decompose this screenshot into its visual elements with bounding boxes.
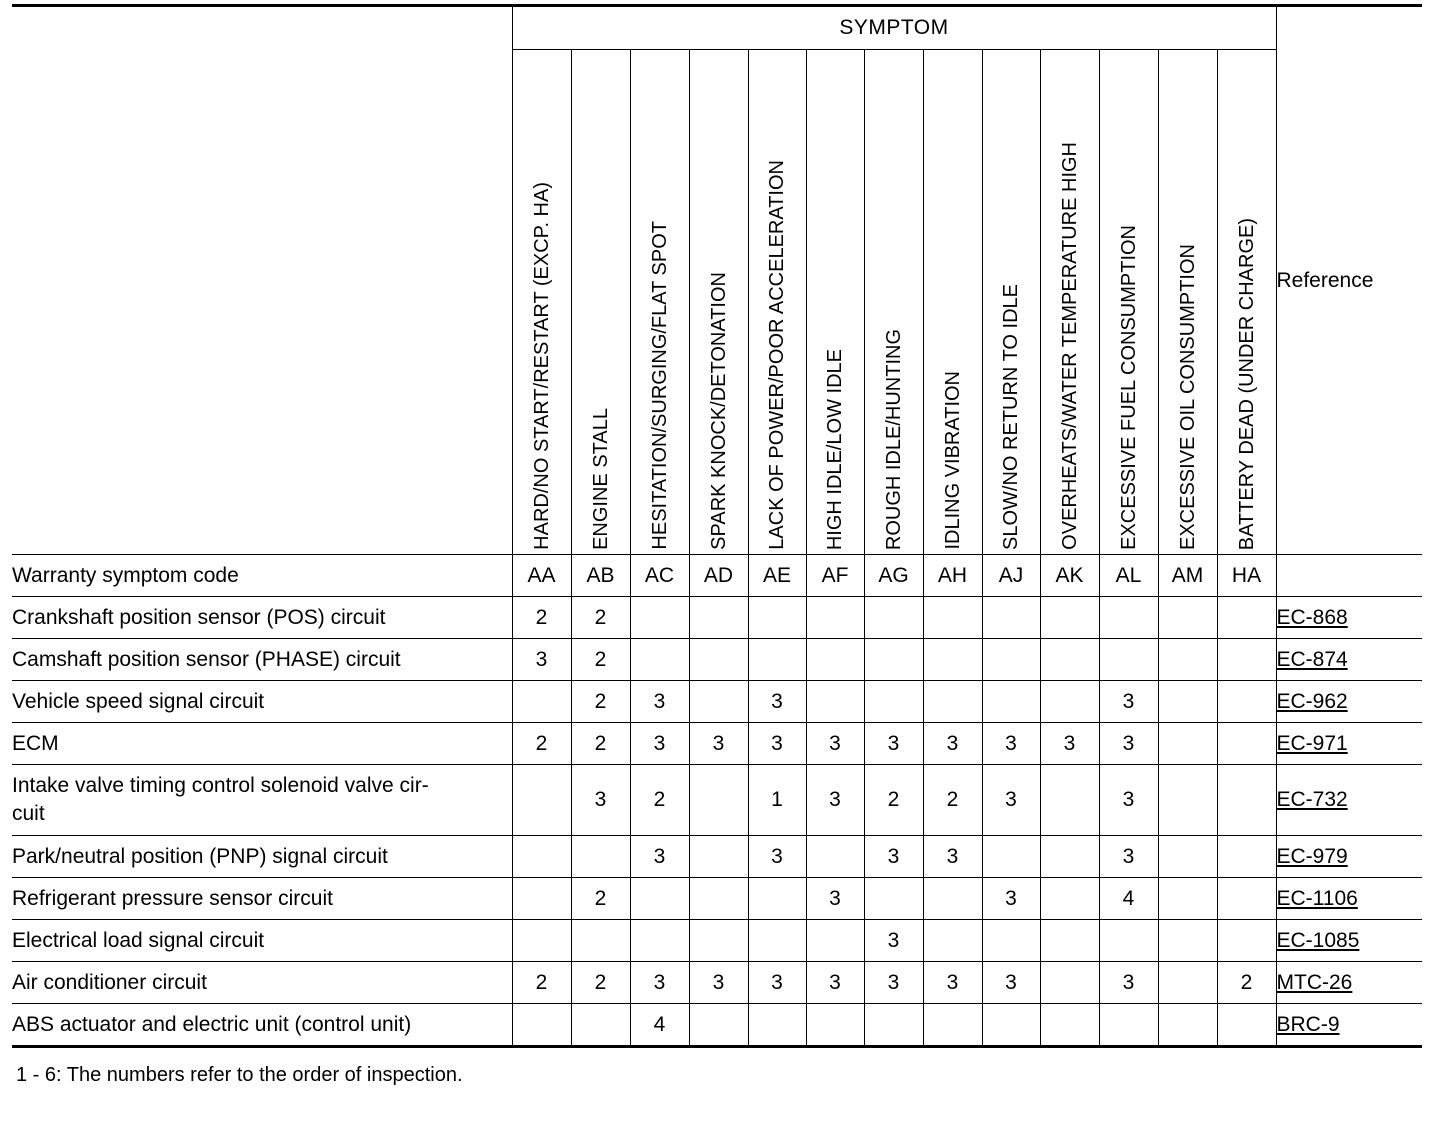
symptom-header (571, 50, 630, 555)
inspection-order-cell (1040, 836, 1099, 878)
inspection-order-cell (864, 681, 923, 723)
inspection-order-cell: 2 (571, 878, 630, 920)
inspection-order-cell (923, 639, 982, 681)
inspection-order-cell (689, 639, 748, 681)
inspection-order-cell (689, 878, 748, 920)
inspection-order-cell: 3 (630, 681, 689, 723)
reference-link[interactable]: EC-868 (1276, 605, 1348, 629)
warranty-code: AF (806, 555, 864, 597)
inspection-order-cell (512, 681, 571, 723)
inspection-order-cell (806, 639, 864, 681)
inspection-order-cell (1040, 878, 1099, 920)
reference-link[interactable]: EC-1085 (1276, 928, 1360, 952)
table-row (12, 962, 1422, 1004)
inspection-order-cell (1158, 639, 1217, 681)
warranty-code: AC (630, 555, 689, 597)
inspection-order-cell (748, 878, 806, 920)
inspection-order-cell: 3 (1099, 962, 1158, 1004)
symptom-header-label: ENGINE STALL (589, 408, 612, 550)
inspection-order-cell (923, 878, 982, 920)
inspection-order-cell (689, 681, 748, 723)
inspection-order-cell (1217, 920, 1276, 962)
inspection-order-cell (923, 920, 982, 962)
inspection-order-cell: 3 (806, 962, 864, 1004)
symptom-header (1158, 50, 1217, 555)
warranty-code: HA (1217, 555, 1276, 597)
table-row (12, 878, 1422, 920)
inspection-order-cell: 3 (689, 962, 748, 1004)
row-label: Intake valve timing control solenoid valve cir- cuit (12, 765, 512, 836)
table-row (12, 920, 1422, 962)
inspection-order-cell (1217, 639, 1276, 681)
table-row (12, 723, 1422, 765)
reference-header: Reference (1276, 6, 1422, 555)
inspection-order-cell: 1 (748, 765, 806, 836)
inspection-order-cell: 3 (864, 836, 923, 878)
row-label: Electrical load signal circuit (12, 920, 512, 962)
table-row (12, 639, 1422, 681)
inspection-order-cell (982, 836, 1040, 878)
reference-link[interactable]: BRC-9 (1276, 1012, 1340, 1036)
inspection-order-cell (806, 836, 864, 878)
inspection-order-cell (806, 597, 864, 639)
inspection-order-cell (1040, 1004, 1099, 1047)
inspection-order-cell (1217, 723, 1276, 765)
inspection-order-cell (512, 878, 571, 920)
inspection-order-cell (923, 1004, 982, 1047)
inspection-order-cell (571, 1004, 630, 1047)
inspection-order-cell: 3 (982, 878, 1040, 920)
inspection-order-cell: 3 (864, 962, 923, 1004)
inspection-order-cell (512, 1004, 571, 1047)
row-label: Park/neutral position (PNP) signal circuit (12, 836, 512, 878)
inspection-order-cell (864, 639, 923, 681)
inspection-order-cell: 2 (571, 962, 630, 1004)
inspection-order-cell: 3 (864, 920, 923, 962)
reference-link[interactable]: EC-874 (1276, 647, 1348, 671)
warranty-code-row (12, 555, 1422, 597)
reference-cell (1276, 639, 1422, 681)
inspection-order-cell (1158, 878, 1217, 920)
inspection-order-cell: 3 (923, 962, 982, 1004)
reference-cell (1276, 962, 1422, 1004)
inspection-order-cell: 3 (864, 723, 923, 765)
table-row (12, 1004, 1422, 1047)
warranty-code: AD (689, 555, 748, 597)
inspection-order-cell (864, 878, 923, 920)
inspection-order-cell (1158, 920, 1217, 962)
inspection-order-cell (806, 1004, 864, 1047)
inspection-order-cell: 3 (689, 723, 748, 765)
inspection-order-cell: 3 (806, 723, 864, 765)
symptom-header-label: HARD/NO START/RESTART (EXCP. HA) (530, 182, 553, 550)
inspection-order-cell (512, 765, 571, 836)
inspection-order-cell (982, 1004, 1040, 1047)
symptom-header (630, 50, 689, 555)
inspection-order-cell (571, 920, 630, 962)
inspection-order-cell: 3 (982, 723, 1040, 765)
inspection-order-cell (1099, 639, 1158, 681)
inspection-order-cell: 2 (630, 765, 689, 836)
inspection-order-cell (1158, 723, 1217, 765)
inspection-order-cell (982, 920, 1040, 962)
symptom-header-label: ROUGH IDLE/HUNTING (882, 328, 905, 550)
warranty-code: AK (1040, 555, 1099, 597)
inspection-order-cell (689, 765, 748, 836)
inspection-order-cell (1099, 597, 1158, 639)
symptom-header-label: SPARK KNOCK/DETONATION (707, 272, 730, 550)
warranty-code: AE (748, 555, 806, 597)
inspection-order-cell (982, 639, 1040, 681)
inspection-order-cell (630, 878, 689, 920)
symptom-header (1217, 50, 1276, 555)
inspection-order-cell: 4 (630, 1004, 689, 1047)
symptom-header-label: HIGH IDLE/LOW IDLE (824, 348, 846, 550)
symptom-matrix-table (12, 4, 1422, 1048)
inspection-order-cell: 3 (1099, 681, 1158, 723)
warranty-code: AJ (982, 555, 1040, 597)
inspection-order-cell: 3 (1099, 723, 1158, 765)
symptom-header-label: SLOW/NO RETURN TO IDLE (1000, 284, 1022, 550)
inspection-order-cell: 3 (982, 765, 1040, 836)
inspection-order-cell (1217, 878, 1276, 920)
inspection-order-cell (1217, 836, 1276, 878)
reference-cell (1276, 597, 1422, 639)
reference-link[interactable]: EC-732 (1276, 788, 1348, 811)
inspection-order-cell (571, 836, 630, 878)
inspection-order-cell: 3 (571, 765, 630, 836)
inspection-order-cell: 2 (512, 597, 571, 639)
inspection-order-cell (1217, 1004, 1276, 1047)
footnote: 1 - 6: The numbers refer to the order of inspection. (16, 1064, 463, 1086)
inspection-order-cell (1158, 765, 1217, 836)
inspection-order-cell (982, 597, 1040, 639)
reference-cell (1276, 1004, 1422, 1047)
inspection-order-cell (689, 920, 748, 962)
inspection-order-cell (689, 1004, 748, 1047)
reference-cell (1276, 836, 1422, 878)
inspection-order-cell: 3 (748, 681, 806, 723)
symptom-header-label: EXCESSIVE OIL CONSUMPTION (1176, 244, 1199, 550)
reference-cell (1276, 765, 1422, 836)
table-row (12, 597, 1422, 639)
symptom-header (512, 50, 571, 555)
inspection-order-cell: 3 (806, 765, 864, 836)
inspection-order-cell: 3 (923, 836, 982, 878)
symptom-title: SYMPTOM (512, 6, 1276, 50)
reference-link[interactable]: EC-979 (1276, 844, 1348, 868)
inspection-order-cell (864, 1004, 923, 1047)
table-row (12, 765, 1422, 836)
table-row (12, 681, 1422, 723)
warranty-ref-blank (1276, 555, 1422, 597)
inspection-order-cell (630, 597, 689, 639)
inspection-order-cell: 2 (571, 681, 630, 723)
inspection-order-cell (1158, 836, 1217, 878)
reference-link[interactable]: MTC-26 (1276, 970, 1353, 994)
inspection-order-cell (1099, 920, 1158, 962)
symptom-header (1040, 50, 1099, 555)
inspection-order-cell (1217, 681, 1276, 723)
symptom-header-label: IDLING VIBRATION (941, 371, 964, 550)
symptom-header (864, 50, 923, 555)
inspection-order-cell (512, 920, 571, 962)
inspection-order-cell: 2 (512, 962, 571, 1004)
reference-cell (1276, 878, 1422, 920)
inspection-order-cell (1158, 1004, 1217, 1047)
symptom-header-label: EXCESSIVE FUEL CONSUMPTION (1117, 225, 1140, 550)
inspection-order-cell (1040, 765, 1099, 836)
symptom-header (923, 50, 982, 555)
corner-blank (12, 6, 512, 555)
inspection-order-cell (1217, 765, 1276, 836)
inspection-order-cell (512, 836, 571, 878)
inspection-order-cell: 3 (748, 962, 806, 1004)
inspection-order-cell (1040, 639, 1099, 681)
table-row (12, 836, 1422, 878)
inspection-order-cell: 3 (630, 723, 689, 765)
inspection-order-cell: 3 (1099, 836, 1158, 878)
reference-link[interactable]: EC-1106 (1276, 886, 1358, 910)
inspection-order-cell (748, 1004, 806, 1047)
symptom-header-label: OVERHEATS/WATER TEMPERATURE HIGH (1058, 142, 1081, 550)
inspection-order-cell (630, 920, 689, 962)
inspection-order-cell: 2 (512, 723, 571, 765)
warranty-label: Warranty symptom code (12, 555, 512, 597)
inspection-order-cell: 3 (748, 723, 806, 765)
warranty-code: AA (512, 555, 571, 597)
reference-link[interactable]: EC-971 (1276, 731, 1348, 755)
inspection-order-cell (923, 597, 982, 639)
inspection-order-cell (1158, 681, 1217, 723)
inspection-order-cell (1040, 920, 1099, 962)
inspection-order-cell (1040, 597, 1099, 639)
inspection-order-cell: 2 (864, 765, 923, 836)
inspection-order-cell (1158, 962, 1217, 1004)
inspection-order-cell: 3 (1040, 723, 1099, 765)
inspection-order-cell: 2 (571, 639, 630, 681)
symptom-header (982, 50, 1040, 555)
inspection-order-cell (689, 597, 748, 639)
inspection-order-cell (982, 681, 1040, 723)
reference-cell (1276, 723, 1422, 765)
inspection-order-cell: 2 (1217, 962, 1276, 1004)
reference-link[interactable]: EC-962 (1276, 689, 1348, 713)
inspection-order-cell (806, 681, 864, 723)
inspection-order-cell (806, 920, 864, 962)
inspection-order-cell: 2 (571, 597, 630, 639)
reference-cell (1276, 920, 1422, 962)
inspection-order-cell (689, 836, 748, 878)
symptom-header (806, 50, 864, 555)
inspection-order-cell (748, 639, 806, 681)
row-label: Refrigerant pressure sensor circuit (12, 878, 512, 920)
symptom-header-label: HESITATION/SURGING/FLAT SPOT (648, 221, 671, 550)
warranty-code: AH (923, 555, 982, 597)
inspection-order-cell (630, 639, 689, 681)
inspection-order-cell (1040, 962, 1099, 1004)
row-label: ABS actuator and electric unit (control unit) (12, 1004, 512, 1047)
inspection-order-cell: 3 (630, 836, 689, 878)
row-label: Vehicle speed signal circuit (12, 681, 512, 723)
inspection-order-cell: 3 (982, 962, 1040, 1004)
inspection-order-cell: 2 (571, 723, 630, 765)
inspection-order-cell (1099, 1004, 1158, 1047)
inspection-order-cell (864, 597, 923, 639)
diagnosis-rows (12, 597, 1422, 1047)
symptom-header (748, 50, 806, 555)
row-label: Crankshaft position sensor (POS) circuit (12, 597, 512, 639)
symptom-header-label: LACK OF POWER/POOR ACCELERATION (766, 160, 788, 550)
row-label: Air conditioner circuit (12, 962, 512, 1004)
inspection-order-cell: 3 (512, 639, 571, 681)
inspection-order-cell: 4 (1099, 878, 1158, 920)
inspection-order-cell: 3 (806, 878, 864, 920)
inspection-order-cell: 3 (630, 962, 689, 1004)
row-label: ECM (12, 723, 512, 765)
reference-cell (1276, 681, 1422, 723)
inspection-order-cell (923, 681, 982, 723)
symptom-header-label: BATTERY DEAD (UNDER CHARGE) (1235, 217, 1258, 550)
symptom-header (689, 50, 748, 555)
inspection-order-cell: 3 (748, 836, 806, 878)
inspection-order-cell (1217, 597, 1276, 639)
warranty-code: AB (571, 555, 630, 597)
inspection-order-cell (748, 597, 806, 639)
symptom-header (1099, 50, 1158, 555)
warranty-code: AM (1158, 555, 1217, 597)
inspection-order-cell (1040, 681, 1099, 723)
row-label: Camshaft position sensor (PHASE) circuit (12, 639, 512, 681)
warranty-code: AG (864, 555, 923, 597)
inspection-order-cell (748, 920, 806, 962)
inspection-order-cell: 3 (1099, 765, 1158, 836)
warranty-code: AL (1099, 555, 1158, 597)
inspection-order-cell (1158, 597, 1217, 639)
inspection-order-cell: 3 (923, 723, 982, 765)
inspection-order-cell: 2 (923, 765, 982, 836)
